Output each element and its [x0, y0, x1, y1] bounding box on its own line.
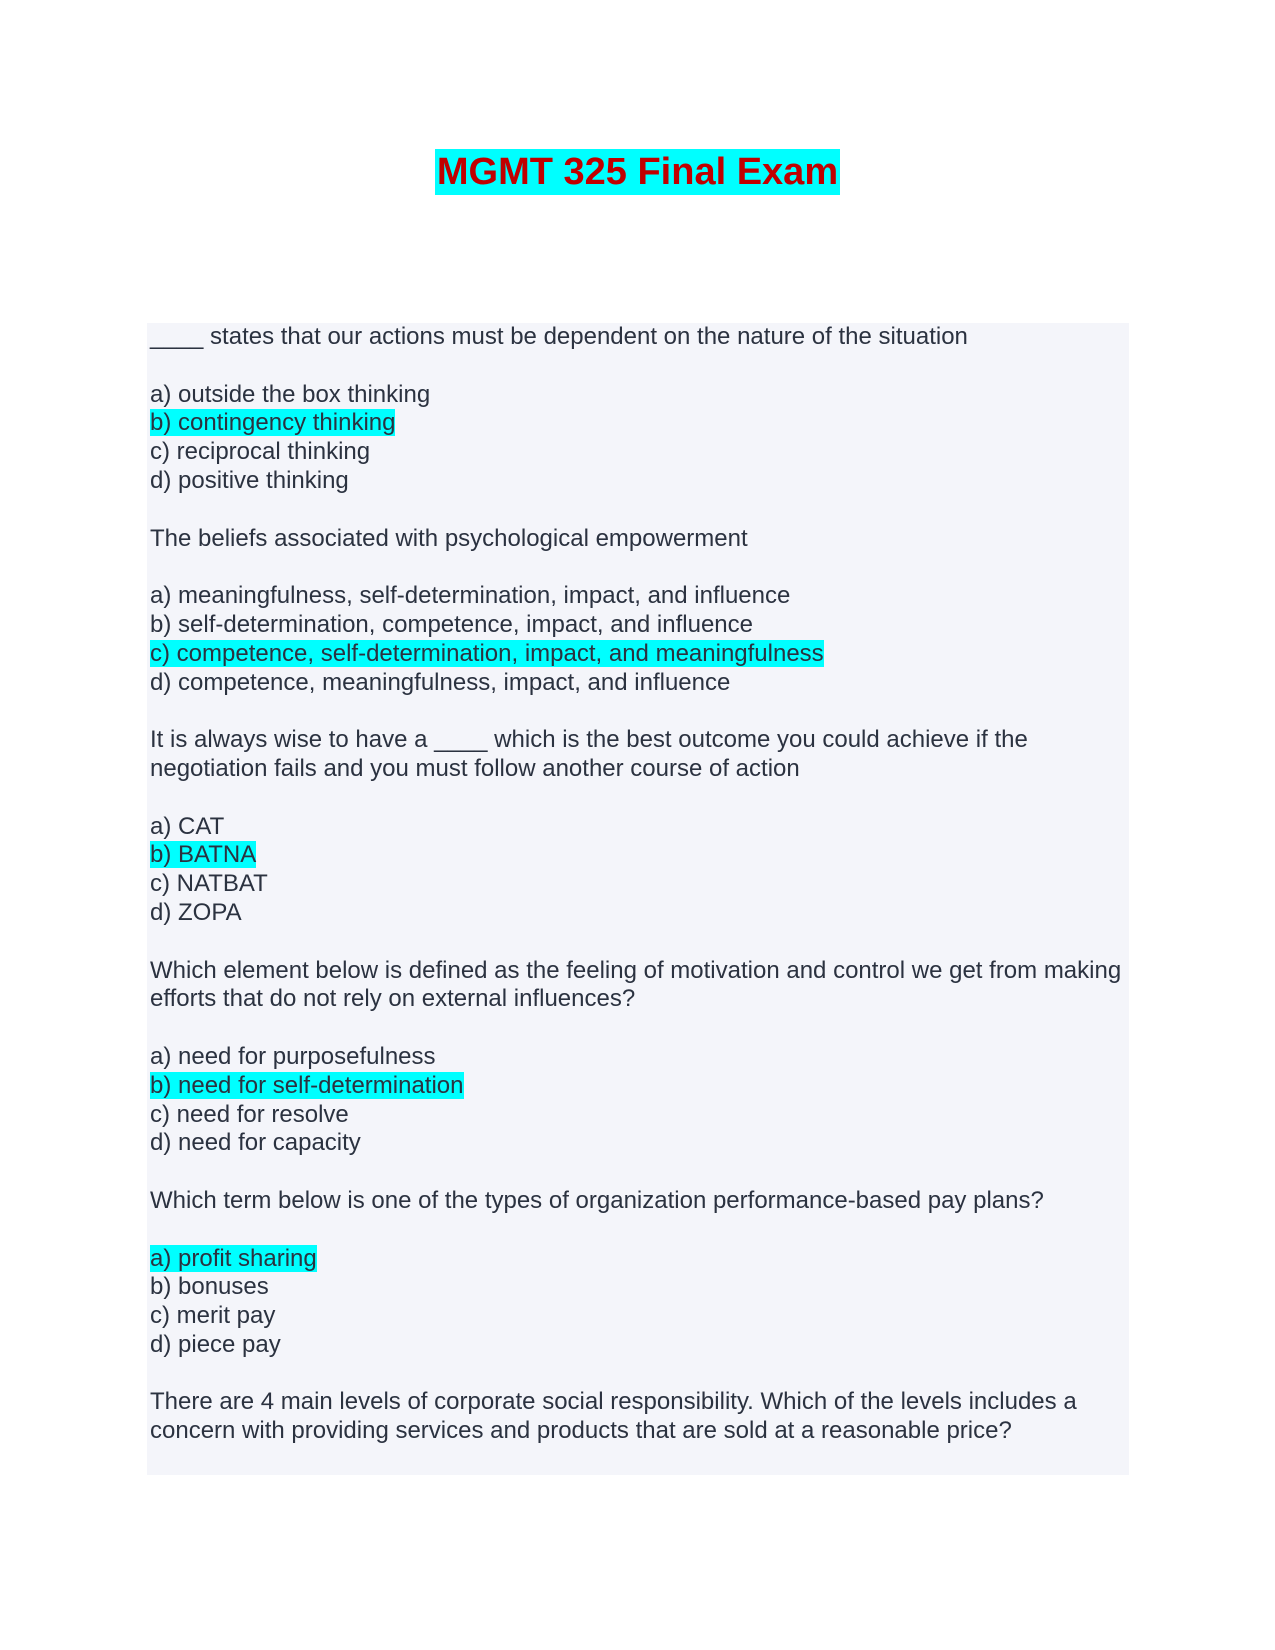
answer-option-text: c) reciprocal thinking — [150, 438, 371, 466]
answer-option-text: d) piece pay — [150, 1330, 281, 1358]
answer-option-text: b) bonuses — [150, 1273, 269, 1301]
answer-option — [150, 1331, 1125, 1360]
answer-option-text: d) competence, meaningfulness, impact, and influence — [150, 668, 731, 696]
question-text: The beliefs associated with psychological empowerment — [150, 524, 748, 552]
answer-option-text: a) outside the box thinking — [150, 380, 431, 408]
page-title: MGMT 325 Final Exam — [436, 151, 839, 193]
answer-option-text: a) need for purposefulness — [150, 1042, 436, 1070]
answer-option — [150, 899, 1125, 928]
answer-option — [150, 582, 1125, 611]
answer-option — [150, 669, 1125, 698]
answer-option-text: b) contingency thinking — [150, 409, 396, 437]
answer-option-text: c) competence, self-determination, impact, and meaningfulness — [150, 639, 824, 667]
question-text: Which element below is defined as the feeling of motivation and control we get from making efforts that do not rely on external influences? — [150, 956, 1122, 1013]
answer-option — [150, 381, 1125, 410]
answer-option — [150, 1129, 1125, 1158]
question-block — [150, 957, 1125, 1159]
answer-option-text: b) self-determination, competence, impact, and influence — [150, 610, 753, 638]
answer-option-correct — [150, 841, 1125, 870]
answer-option — [150, 1302, 1125, 1331]
question-text: There are 4 main levels of corporate social responsibility. Which of the levels includes a concern with providing services and products that are sold at a reasonable price? — [150, 1388, 1077, 1445]
answer-option-text: d) positive thinking — [150, 466, 349, 494]
answer-option — [150, 813, 1125, 842]
answer-option-text: a) meaningfulness, self-determination, impact, and influence — [150, 582, 791, 610]
question-block — [150, 525, 1125, 698]
answer-option — [150, 870, 1125, 899]
question-text: Which term below is one of the types of organization performance-based pay plans? — [150, 1186, 1044, 1214]
answer-option-correct — [150, 640, 1125, 669]
answer-option-text: d) need for capacity — [150, 1129, 361, 1157]
answer-option-text: d) ZOPA — [150, 898, 242, 926]
answer-option-correct — [150, 1072, 1125, 1101]
answer-option-text: c) need for resolve — [150, 1100, 349, 1128]
exam-content — [147, 323, 1129, 1475]
answer-option-correct — [150, 1245, 1125, 1274]
answer-option-text: c) NATBAT — [150, 870, 268, 898]
question-block — [150, 1388, 1125, 1446]
question-block — [150, 726, 1125, 928]
answer-option-text: a) profit sharing — [150, 1244, 317, 1272]
title-wrapper — [0, 149, 1275, 195]
answer-option — [150, 467, 1125, 496]
answer-option-correct — [150, 409, 1125, 438]
question-text: ____ states that our actions must be dependent on the nature of the situation — [150, 323, 968, 350]
answer-option — [150, 438, 1125, 467]
question-list — [150, 323, 1125, 1475]
answer-option-text: b) need for self-determination — [150, 1071, 464, 1099]
answer-option — [150, 1101, 1125, 1130]
answer-option — [150, 611, 1125, 640]
answer-option-text: b) BATNA — [150, 841, 257, 869]
question-text: It is always wise to have a ____ which is the best outcome you could achieve if the negotiation fails and you must follow another course of action — [150, 726, 1028, 782]
answer-option-text: a) CAT — [150, 812, 225, 840]
answer-option — [150, 1273, 1125, 1302]
question-block — [150, 323, 1125, 496]
question-block — [150, 1187, 1125, 1360]
answer-option-text: c) merit pay — [150, 1302, 276, 1330]
answer-option — [150, 1043, 1125, 1072]
